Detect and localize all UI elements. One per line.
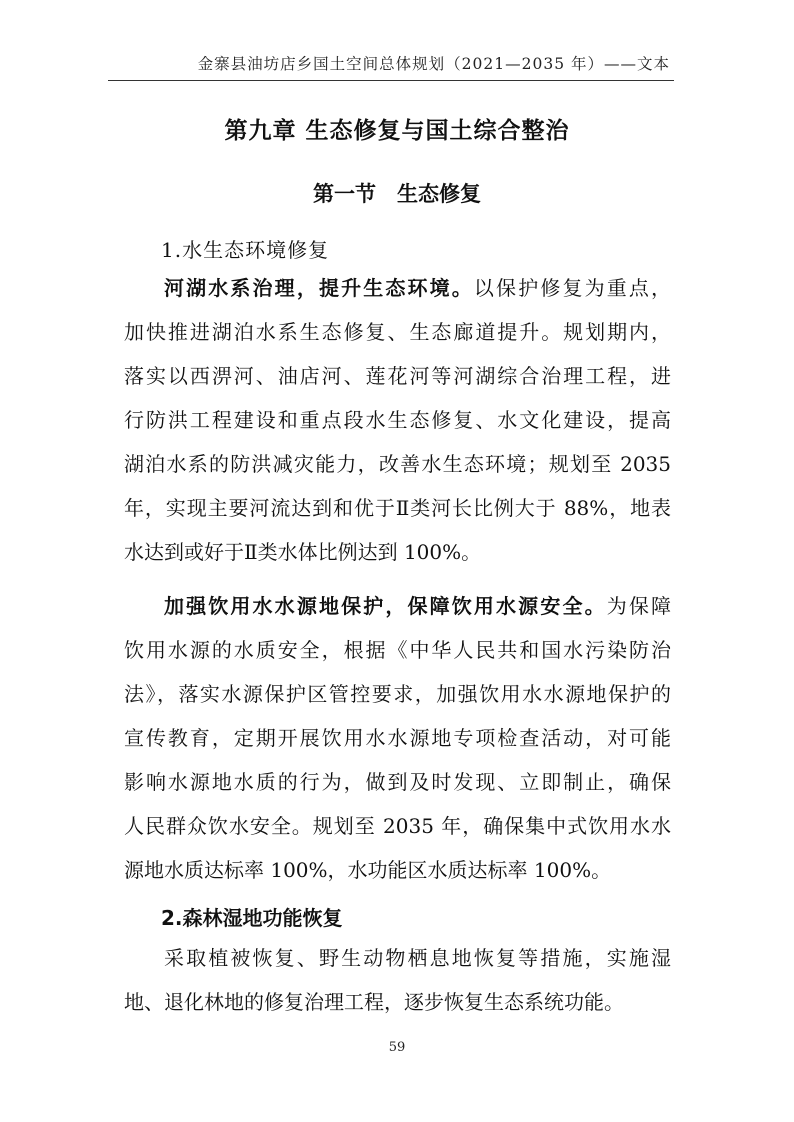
- paragraph-line: 行防洪工程建设和重点段水生态修复、水文化建设，提高: [124, 408, 671, 432]
- paragraph-line: 影响水源地水质的行为，做到及时发现、立即制止，确保: [124, 770, 671, 794]
- paragraph-line: 宣传教育，定期开展饮用水水源地专项检查活动，对可能: [124, 726, 671, 750]
- paragraph-line: 加快推进湖泊水系生态修复、生态廊道提升。规划期内，: [124, 320, 671, 344]
- subsection-heading-water: 1.水生态环境修复: [161, 238, 330, 262]
- paragraph-line: 落实以西淠河、油店河、莲花河等河湖综合治理工程，进: [124, 364, 671, 388]
- paragraph-line: 人民群众饮水安全。规划至 2035 年，确保集中式饮用水水: [124, 814, 671, 838]
- paragraph-line: [164, 266, 671, 310]
- paragraph-text: 为保障: [606, 594, 672, 618]
- running-header: 金寨县油坊店乡国土空间总体规划（2021—2035 年）——文本: [197, 55, 670, 73]
- paragraph-lead: 河湖水系治理，提升生态环境。: [164, 276, 474, 300]
- paragraph-line: [164, 584, 671, 628]
- paragraph-line: 湖泊水系的防洪减灾能力，改善水生态环境；规划至 2035: [124, 452, 671, 476]
- paragraph-line: 水达到或好于Ⅱ类水体比例达到 100%。: [124, 540, 482, 564]
- paragraph-line: 年，实现主要河流达到和优于Ⅱ类河长比例大于 88%，地表: [124, 496, 671, 520]
- page-number: 59: [388, 1040, 406, 1055]
- chapter-title: 第九章 生态修复与国土综合整治: [224, 118, 570, 144]
- subsection-heading-forest: 2.森林湿地功能恢复: [161, 906, 343, 930]
- header-divider: [108, 80, 674, 81]
- paragraph-lead: 加强饮用水水源地保护，保障饮用水源安全。: [164, 594, 607, 618]
- section-title: 第一节 生态修复: [313, 182, 481, 206]
- paragraph-line: 采取植被恢复、野生动物栖息地恢复等措施，实施湿: [164, 946, 671, 970]
- paragraph-line: 法》，落实水源保护区管控要求，加强饮用水水源地保护的: [124, 682, 671, 706]
- paragraph-text: 以保护修复为重点，: [473, 276, 672, 300]
- paragraph-line: 地、退化林地的修复治理工程，逐步恢复生态系统功能。: [124, 990, 624, 1014]
- paragraph-line: 饮用水源的水质安全，根据《中华人民共和国水污染防治: [124, 638, 671, 662]
- paragraph-line: 源地水质达标率 100%，水功能区水质达标率 100%。: [124, 858, 612, 882]
